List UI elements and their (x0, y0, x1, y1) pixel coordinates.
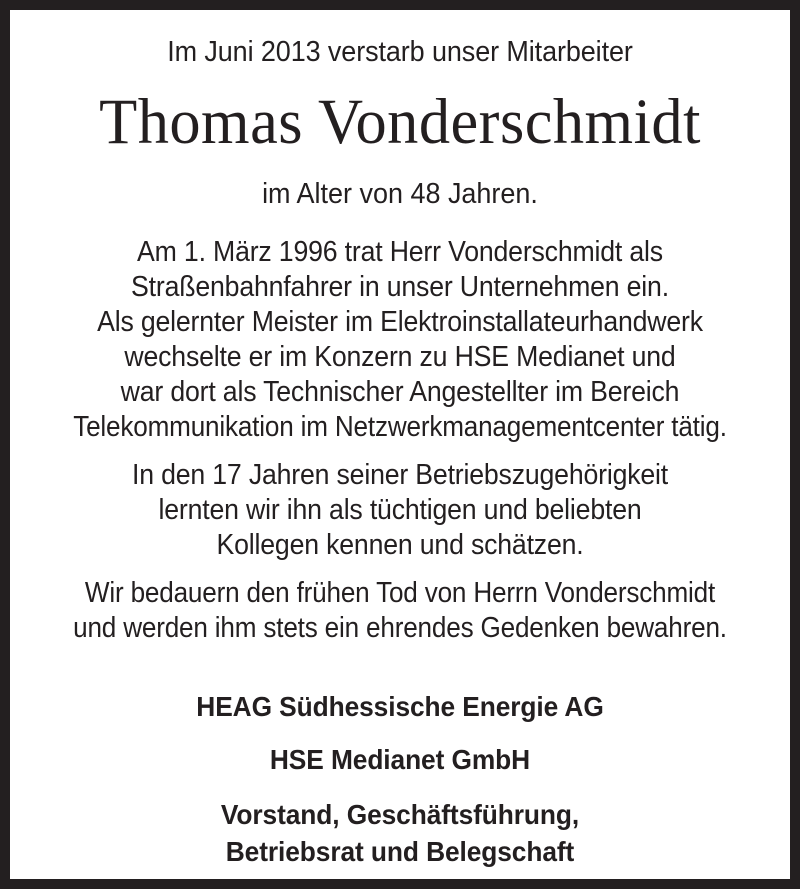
body-line: Am 1. März 1996 trat Herr Vonderschmidt als (137, 236, 663, 268)
body-line: Als gelernter Meister im Elektroinstallateurhandwerk (97, 306, 703, 338)
body-line: Telekommunikation im Netzwerkmanagementcenter tätig. (73, 411, 727, 443)
signature-company-primary: HEAG Südhessische Energie AG (196, 691, 604, 722)
body-line: wechselte er im Konzern zu HSE Medianet und (124, 341, 676, 373)
body-line: war dort als Technischer Angestellter im Bereich (120, 376, 680, 408)
signature-block (22, 690, 778, 869)
body-line: Wir bedauern den frühen Tod von Herrn Vonderschmidt (84, 577, 716, 609)
signatory-group (22, 798, 778, 869)
body-paragraph (22, 458, 778, 563)
body-line: In den 17 Jahren seiner Betriebszugehörigkeit (131, 459, 669, 491)
intro-line: Im Juni 2013 verstarb unser Mitarbeiter (167, 36, 633, 68)
body-line: und werden ihm stets ein ehrendes Gedenken bewahren. (73, 612, 727, 644)
body-line: Kollegen kennen und schätzen. (216, 529, 584, 561)
body-paragraph (22, 235, 778, 445)
body-line: lernten wir ihn als tüchtigen und beliebten (158, 494, 642, 526)
signature-company-secondary: HSE Medianet GmbH (269, 744, 531, 775)
age-line: im Alter von 48 Jahren. (262, 178, 538, 210)
body-paragraph (22, 576, 778, 646)
notice-content (10, 10, 790, 879)
signatory-line: Vorstand, Geschäftsführung, (220, 799, 580, 830)
deceased-name: Thomas Vonderschmidt (99, 86, 701, 158)
body-line: Straßenbahnfahrer in unser Unternehmen ein. (131, 271, 669, 303)
signatory-line: Betriebsrat und Belegschaft (225, 836, 575, 867)
